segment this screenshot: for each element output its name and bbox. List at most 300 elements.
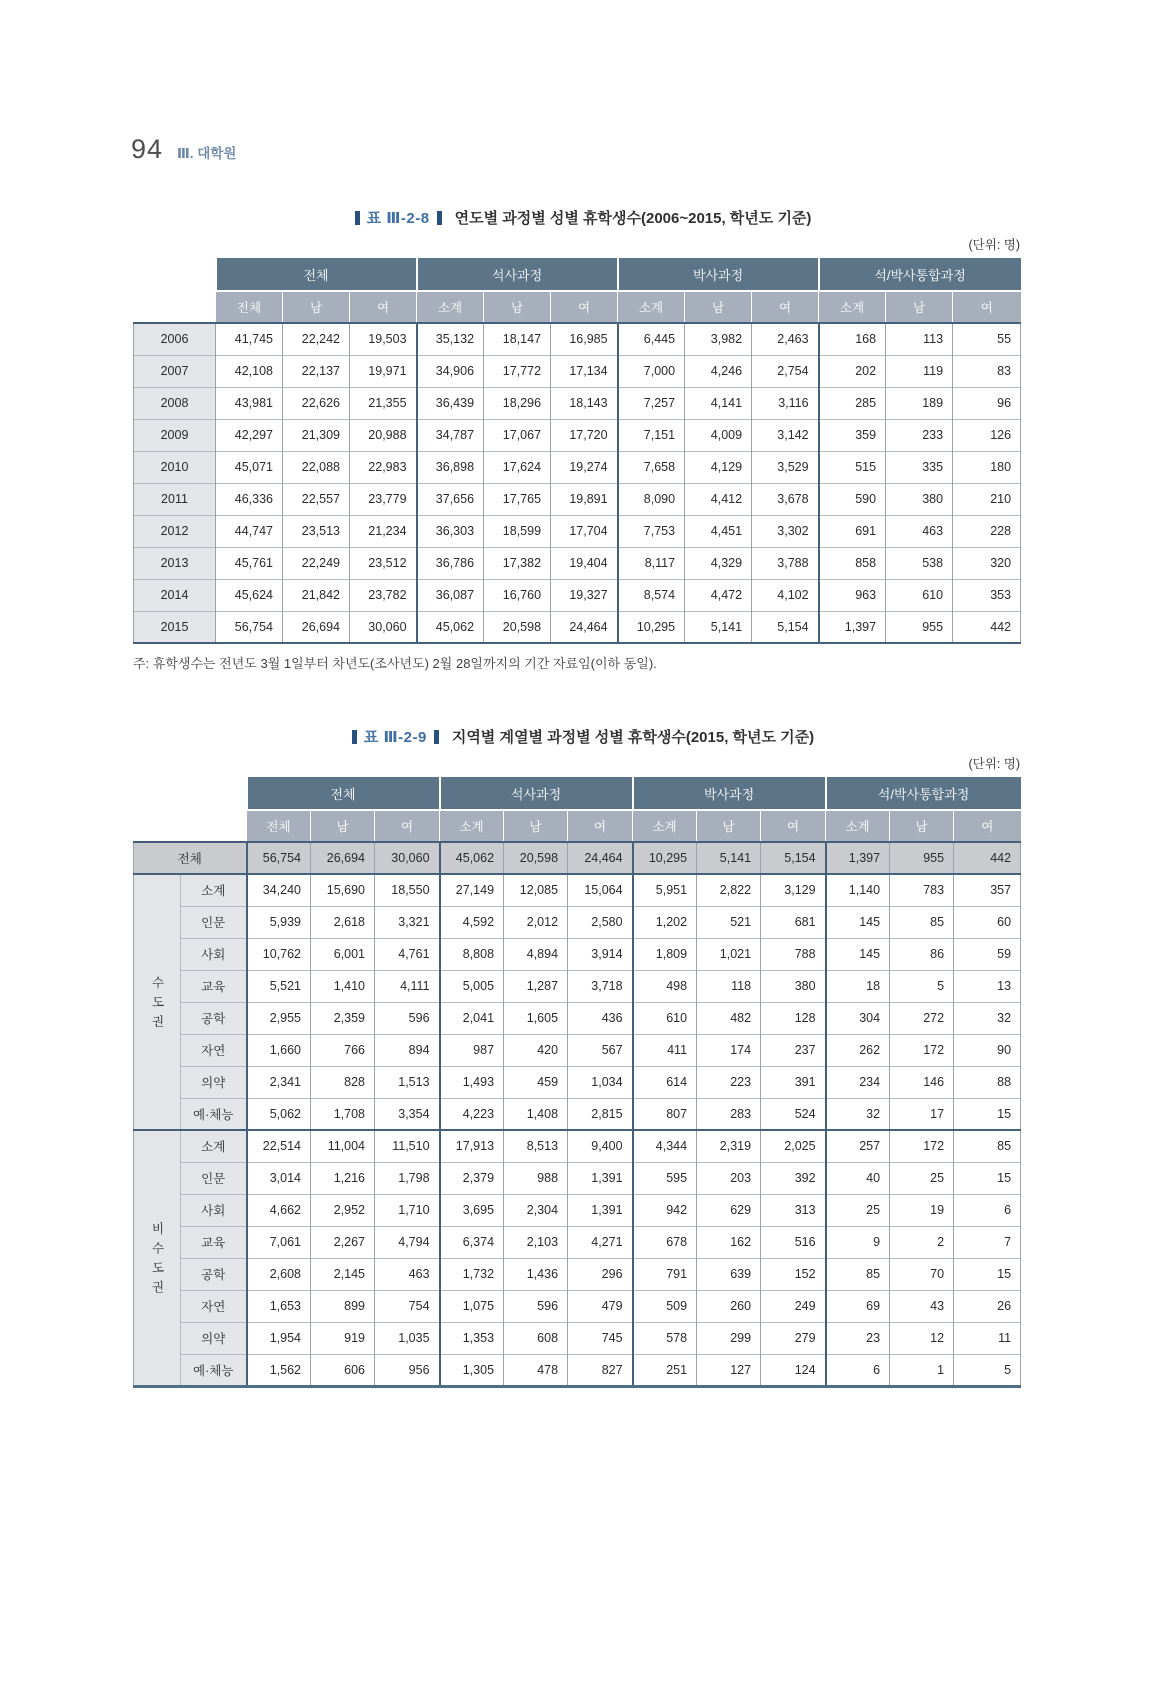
value-cell: 17: [890, 1098, 954, 1130]
sub-header: 전체: [216, 291, 283, 323]
value-cell: 34,787: [417, 419, 484, 451]
value-cell: 2,012: [504, 906, 568, 938]
value-cell: 681: [761, 906, 826, 938]
value-cell: 963: [819, 579, 886, 611]
value-cell: 894: [375, 1034, 440, 1066]
value-cell: 5: [890, 970, 954, 1002]
value-cell: 1,660: [247, 1034, 311, 1066]
value-cell: 791: [633, 1258, 697, 1290]
value-cell: 9,400: [568, 1130, 633, 1162]
value-cell: 1,305: [440, 1354, 504, 1386]
value-cell: 988: [504, 1162, 568, 1194]
value-cell: 8,090: [618, 483, 685, 515]
value-cell: 807: [633, 1098, 697, 1130]
value-cell: 26: [954, 1290, 1021, 1322]
value-cell: 380: [886, 483, 953, 515]
value-cell: 2,341: [247, 1066, 311, 1098]
value-cell: 96: [953, 387, 1021, 419]
value-cell: 23,779: [350, 483, 417, 515]
year-cell: 2015: [134, 611, 216, 643]
category-label-cell: 인문: [181, 1162, 247, 1194]
value-cell: 745: [568, 1322, 633, 1354]
value-cell: 3,718: [568, 970, 633, 1002]
col-group-header: 석사과정: [417, 258, 618, 291]
page-header: [131, 134, 1159, 165]
category-label-cell: 의약: [181, 1322, 247, 1354]
value-cell: 45,761: [216, 547, 283, 579]
value-cell: 2,379: [440, 1162, 504, 1194]
value-cell: 1,391: [568, 1194, 633, 1226]
col-group-header: 박사과정: [633, 777, 826, 810]
value-cell: 2,618: [311, 906, 375, 938]
value-cell: 610: [886, 579, 953, 611]
value-cell: 5,141: [685, 611, 752, 643]
value-cell: 3,529: [752, 451, 819, 483]
year-cell: 2007: [134, 355, 216, 387]
value-cell: 45,062: [440, 842, 504, 874]
value-cell: 23,513: [283, 515, 350, 547]
value-cell: 357: [954, 874, 1021, 906]
value-cell: 262: [826, 1034, 890, 1066]
value-cell: 783: [890, 874, 954, 906]
value-cell: 203: [697, 1162, 761, 1194]
value-cell: 223: [697, 1066, 761, 1098]
table2-code: 표 Ⅲ-2-9: [363, 729, 427, 746]
value-cell: 128: [761, 1002, 826, 1034]
value-cell: 27,149: [440, 874, 504, 906]
value-cell: 2,952: [311, 1194, 375, 1226]
value-cell: 19,404: [551, 547, 618, 579]
value-cell: 304: [826, 1002, 890, 1034]
value-cell: 1,954: [247, 1322, 311, 1354]
value-cell: 7,753: [618, 515, 685, 547]
value-cell: 3,321: [375, 906, 440, 938]
table-row: [134, 1354, 1021, 1386]
table-row: [134, 1258, 1021, 1290]
table-row: [134, 1290, 1021, 1322]
category-label-cell: 자연: [181, 1290, 247, 1322]
value-cell: 23,512: [350, 547, 417, 579]
corner-cell: [134, 258, 216, 323]
value-cell: 2,608: [247, 1258, 311, 1290]
title-bar-icon: [434, 730, 439, 744]
value-cell: 22,242: [283, 323, 350, 355]
value-cell: 36,087: [417, 579, 484, 611]
category-label-cell: 의약: [181, 1066, 247, 1098]
value-cell: 18,599: [484, 515, 551, 547]
value-cell: 4,102: [752, 579, 819, 611]
table-leave-by-region: [133, 777, 1021, 1388]
value-cell: 34,240: [247, 874, 311, 906]
value-cell: 12,085: [504, 874, 568, 906]
table-row: [134, 970, 1021, 1002]
table-row: [134, 1002, 1021, 1034]
value-cell: 2,754: [752, 355, 819, 387]
table-row: [134, 483, 1021, 515]
value-cell: 26,694: [283, 611, 350, 643]
unit-label: (단위: 명): [968, 757, 1020, 771]
sub-header: 여: [375, 810, 440, 842]
value-cell: 788: [761, 938, 826, 970]
value-cell: 35,132: [417, 323, 484, 355]
value-cell: 11: [954, 1322, 1021, 1354]
sub-header: 남: [283, 291, 350, 323]
value-cell: 2,359: [311, 1002, 375, 1034]
value-cell: 4,451: [685, 515, 752, 547]
sub-header: 소계: [440, 810, 504, 842]
value-cell: 955: [886, 611, 953, 643]
total-label-cell: 전체: [134, 842, 247, 874]
value-cell: 13: [954, 970, 1021, 1002]
value-cell: 8,513: [504, 1130, 568, 1162]
value-cell: 25: [826, 1194, 890, 1226]
value-cell: 4,592: [440, 906, 504, 938]
table1-note: 주: 휴학생수는 전년도 3월 1일부터 차년도(조사년도) 2월 28일까지의 기간 자료임(이하 동일).: [133, 656, 657, 671]
table-row: [134, 515, 1021, 547]
value-cell: 919: [311, 1322, 375, 1354]
value-cell: 296: [568, 1258, 633, 1290]
value-cell: 233: [886, 419, 953, 451]
value-cell: 5,154: [761, 842, 826, 874]
value-cell: 7: [954, 1226, 1021, 1258]
value-cell: 5,141: [697, 842, 761, 874]
value-cell: 15: [954, 1258, 1021, 1290]
value-cell: 18: [826, 970, 890, 1002]
value-cell: 119: [886, 355, 953, 387]
year-cell: 2011: [134, 483, 216, 515]
value-cell: 44,747: [216, 515, 283, 547]
year-cell: 2013: [134, 547, 216, 579]
year-cell: 2014: [134, 579, 216, 611]
value-cell: 23: [826, 1322, 890, 1354]
value-cell: 145: [826, 938, 890, 970]
value-cell: 24,464: [551, 611, 618, 643]
sub-header: 남: [886, 291, 953, 323]
value-cell: 1,653: [247, 1290, 311, 1322]
value-cell: 5,951: [633, 874, 697, 906]
value-cell: 524: [761, 1098, 826, 1130]
value-cell: 1,353: [440, 1322, 504, 1354]
value-cell: 16,760: [484, 579, 551, 611]
value-cell: 392: [761, 1162, 826, 1194]
table-row-total: [134, 842, 1021, 874]
col-group-header: 석/박사통합과정: [819, 258, 1021, 291]
value-cell: 42,297: [216, 419, 283, 451]
value-cell: 567: [568, 1034, 633, 1066]
year-cell: 2006: [134, 323, 216, 355]
category-label-cell: 인문: [181, 906, 247, 938]
value-cell: 17,704: [551, 515, 618, 547]
value-cell: 359: [819, 419, 886, 451]
value-cell: 17,382: [484, 547, 551, 579]
table-leave-by-year: [133, 258, 1021, 644]
value-cell: 1,202: [633, 906, 697, 938]
value-cell: 19,503: [350, 323, 417, 355]
value-cell: 442: [954, 842, 1021, 874]
value-cell: 11,004: [311, 1130, 375, 1162]
value-cell: 17,134: [551, 355, 618, 387]
sub-header: 소계: [819, 291, 886, 323]
value-cell: 19,274: [551, 451, 618, 483]
value-cell: 3,142: [752, 419, 819, 451]
value-cell: 24,464: [568, 842, 633, 874]
sub-header: 남: [484, 291, 551, 323]
table2-title-text: 지역별 계열별 과정별 성별 휴학생수(2015, 학년도 기준): [451, 729, 815, 746]
sub-header: 여: [568, 810, 633, 842]
value-cell: 1,605: [504, 1002, 568, 1034]
value-cell: 4,472: [685, 579, 752, 611]
value-cell: 411: [633, 1034, 697, 1066]
value-cell: 538: [886, 547, 953, 579]
value-cell: 1: [890, 1354, 954, 1386]
value-cell: 25: [890, 1162, 954, 1194]
value-cell: 1,391: [568, 1162, 633, 1194]
value-cell: 5,939: [247, 906, 311, 938]
value-cell: 596: [375, 1002, 440, 1034]
value-cell: 4,662: [247, 1194, 311, 1226]
col-group-header: 석사과정: [440, 777, 633, 810]
value-cell: 4,794: [375, 1226, 440, 1258]
value-cell: 60: [954, 906, 1021, 938]
value-cell: 4,246: [685, 355, 752, 387]
value-cell: 189: [886, 387, 953, 419]
value-cell: 595: [633, 1162, 697, 1194]
value-cell: 10,295: [633, 842, 697, 874]
value-cell: 36,303: [417, 515, 484, 547]
value-cell: 172: [890, 1130, 954, 1162]
value-cell: 7,257: [618, 387, 685, 419]
value-cell: 17,765: [484, 483, 551, 515]
value-cell: 7,658: [618, 451, 685, 483]
value-cell: 257: [826, 1130, 890, 1162]
value-cell: 127: [697, 1354, 761, 1386]
value-cell: 126: [953, 419, 1021, 451]
value-cell: 22,249: [283, 547, 350, 579]
value-cell: 10,762: [247, 938, 311, 970]
value-cell: 42,108: [216, 355, 283, 387]
value-cell: 10,295: [618, 611, 685, 643]
sub-header: 남: [697, 810, 761, 842]
value-cell: 482: [697, 1002, 761, 1034]
value-cell: 19,327: [551, 579, 618, 611]
title-bar-icon: [352, 730, 357, 744]
value-cell: 30,060: [375, 842, 440, 874]
value-cell: 1,034: [568, 1066, 633, 1098]
table-row: [134, 451, 1021, 483]
value-cell: 5,521: [247, 970, 311, 1002]
value-cell: 459: [504, 1066, 568, 1098]
sub-header: 여: [551, 291, 618, 323]
value-cell: 202: [819, 355, 886, 387]
value-cell: 152: [761, 1258, 826, 1290]
value-cell: 251: [633, 1354, 697, 1386]
value-cell: 521: [697, 906, 761, 938]
value-cell: 15,064: [568, 874, 633, 906]
value-cell: 17,624: [484, 451, 551, 483]
value-cell: 69: [826, 1290, 890, 1322]
category-label-cell: 자연: [181, 1034, 247, 1066]
value-cell: 46,336: [216, 483, 283, 515]
sub-header: 여: [761, 810, 826, 842]
value-cell: 40: [826, 1162, 890, 1194]
value-cell: 1,408: [504, 1098, 568, 1130]
value-cell: 3,014: [247, 1162, 311, 1194]
value-cell: 4,271: [568, 1226, 633, 1258]
value-cell: 45,071: [216, 451, 283, 483]
table-row: [134, 1066, 1021, 1098]
value-cell: 36,786: [417, 547, 484, 579]
sub-header: 남: [504, 810, 568, 842]
value-cell: 21,355: [350, 387, 417, 419]
title-bar-icon: [437, 211, 442, 225]
value-cell: 606: [311, 1354, 375, 1386]
sub-header: 여: [350, 291, 417, 323]
value-cell: 279: [761, 1322, 826, 1354]
value-cell: 7,151: [618, 419, 685, 451]
value-cell: 353: [953, 579, 1021, 611]
value-cell: 614: [633, 1066, 697, 1098]
value-cell: 11,510: [375, 1130, 440, 1162]
value-cell: 380: [761, 970, 826, 1002]
value-cell: 1,216: [311, 1162, 375, 1194]
value-cell: 2,025: [761, 1130, 826, 1162]
table-row: [134, 1130, 1021, 1162]
value-cell: 22,514: [247, 1130, 311, 1162]
value-cell: 766: [311, 1034, 375, 1066]
value-cell: 610: [633, 1002, 697, 1034]
table1-code: 표 Ⅲ-2-8: [366, 210, 430, 227]
sub-header: 소계: [618, 291, 685, 323]
value-cell: 5,154: [752, 611, 819, 643]
value-cell: 1,075: [440, 1290, 504, 1322]
value-cell: 228: [953, 515, 1021, 547]
value-cell: 1,436: [504, 1258, 568, 1290]
value-cell: 3,914: [568, 938, 633, 970]
value-cell: 3,302: [752, 515, 819, 547]
value-cell: 6,001: [311, 938, 375, 970]
value-cell: 17,067: [484, 419, 551, 451]
value-cell: 1,562: [247, 1354, 311, 1386]
value-cell: 85: [826, 1258, 890, 1290]
value-cell: 43,981: [216, 387, 283, 419]
category-label-cell: 예·체능: [181, 1354, 247, 1386]
value-cell: 18,147: [484, 323, 551, 355]
value-cell: 21,842: [283, 579, 350, 611]
value-cell: 335: [886, 451, 953, 483]
value-cell: 19: [890, 1194, 954, 1226]
value-cell: 899: [311, 1290, 375, 1322]
unit-label: (단위: 명): [968, 238, 1020, 252]
value-cell: 3,678: [752, 483, 819, 515]
value-cell: 442: [953, 611, 1021, 643]
value-cell: 8,117: [618, 547, 685, 579]
value-cell: 6: [954, 1194, 1021, 1226]
table-row: [134, 579, 1021, 611]
table-row: [134, 906, 1021, 938]
value-cell: 5: [954, 1354, 1021, 1386]
value-cell: 3,354: [375, 1098, 440, 1130]
value-cell: 754: [375, 1290, 440, 1322]
value-cell: 1,287: [504, 970, 568, 1002]
value-cell: 4,223: [440, 1098, 504, 1130]
value-cell: 5,005: [440, 970, 504, 1002]
value-cell: 36,439: [417, 387, 484, 419]
table-row: [134, 1098, 1021, 1130]
value-cell: 828: [311, 1066, 375, 1098]
value-cell: 260: [697, 1290, 761, 1322]
value-cell: 36,898: [417, 451, 484, 483]
value-cell: 9: [826, 1226, 890, 1258]
value-cell: 608: [504, 1322, 568, 1354]
section-title: Ⅲ. 대학원: [177, 146, 237, 161]
value-cell: 21,234: [350, 515, 417, 547]
value-cell: 4,141: [685, 387, 752, 419]
value-cell: 1,809: [633, 938, 697, 970]
table-row: [134, 938, 1021, 970]
value-cell: 210: [953, 483, 1021, 515]
table-row: [134, 323, 1021, 355]
value-cell: 19,891: [551, 483, 618, 515]
value-cell: 174: [697, 1034, 761, 1066]
value-cell: 30,060: [350, 611, 417, 643]
value-cell: 15: [954, 1162, 1021, 1194]
value-cell: 8,808: [440, 938, 504, 970]
value-cell: 237: [761, 1034, 826, 1066]
value-cell: 146: [890, 1066, 954, 1098]
value-cell: 113: [886, 323, 953, 355]
value-cell: 22,983: [350, 451, 417, 483]
value-cell: 1,397: [826, 842, 890, 874]
value-cell: 463: [375, 1258, 440, 1290]
value-cell: 2,955: [247, 1002, 311, 1034]
value-cell: 596: [504, 1290, 568, 1322]
value-cell: 162: [697, 1226, 761, 1258]
value-cell: 55: [953, 323, 1021, 355]
value-cell: 2: [890, 1226, 954, 1258]
value-cell: 5,062: [247, 1098, 311, 1130]
value-cell: 56,754: [216, 611, 283, 643]
value-cell: 2,267: [311, 1226, 375, 1258]
value-cell: 6,374: [440, 1226, 504, 1258]
value-cell: 85: [890, 906, 954, 938]
value-cell: 172: [890, 1034, 954, 1066]
table-row: [134, 1034, 1021, 1066]
value-cell: 2,145: [311, 1258, 375, 1290]
value-cell: 283: [697, 1098, 761, 1130]
value-cell: 180: [953, 451, 1021, 483]
value-cell: 70: [890, 1258, 954, 1290]
value-cell: 83: [953, 355, 1021, 387]
value-cell: 391: [761, 1066, 826, 1098]
value-cell: 21,309: [283, 419, 350, 451]
sub-header: 여: [953, 291, 1021, 323]
table-row: [134, 547, 1021, 579]
sub-header: 남: [890, 810, 954, 842]
year-cell: 2009: [134, 419, 216, 451]
table-row: [134, 1322, 1021, 1354]
value-cell: 3,116: [752, 387, 819, 419]
value-cell: 168: [819, 323, 886, 355]
value-cell: 22,137: [283, 355, 350, 387]
value-cell: 124: [761, 1354, 826, 1386]
value-cell: 1,397: [819, 611, 886, 643]
table-row: [134, 355, 1021, 387]
sub-header: 남: [685, 291, 752, 323]
value-cell: 1,513: [375, 1066, 440, 1098]
value-cell: 32: [826, 1098, 890, 1130]
value-cell: 22,557: [283, 483, 350, 515]
col-group-header: 전체: [216, 258, 417, 291]
